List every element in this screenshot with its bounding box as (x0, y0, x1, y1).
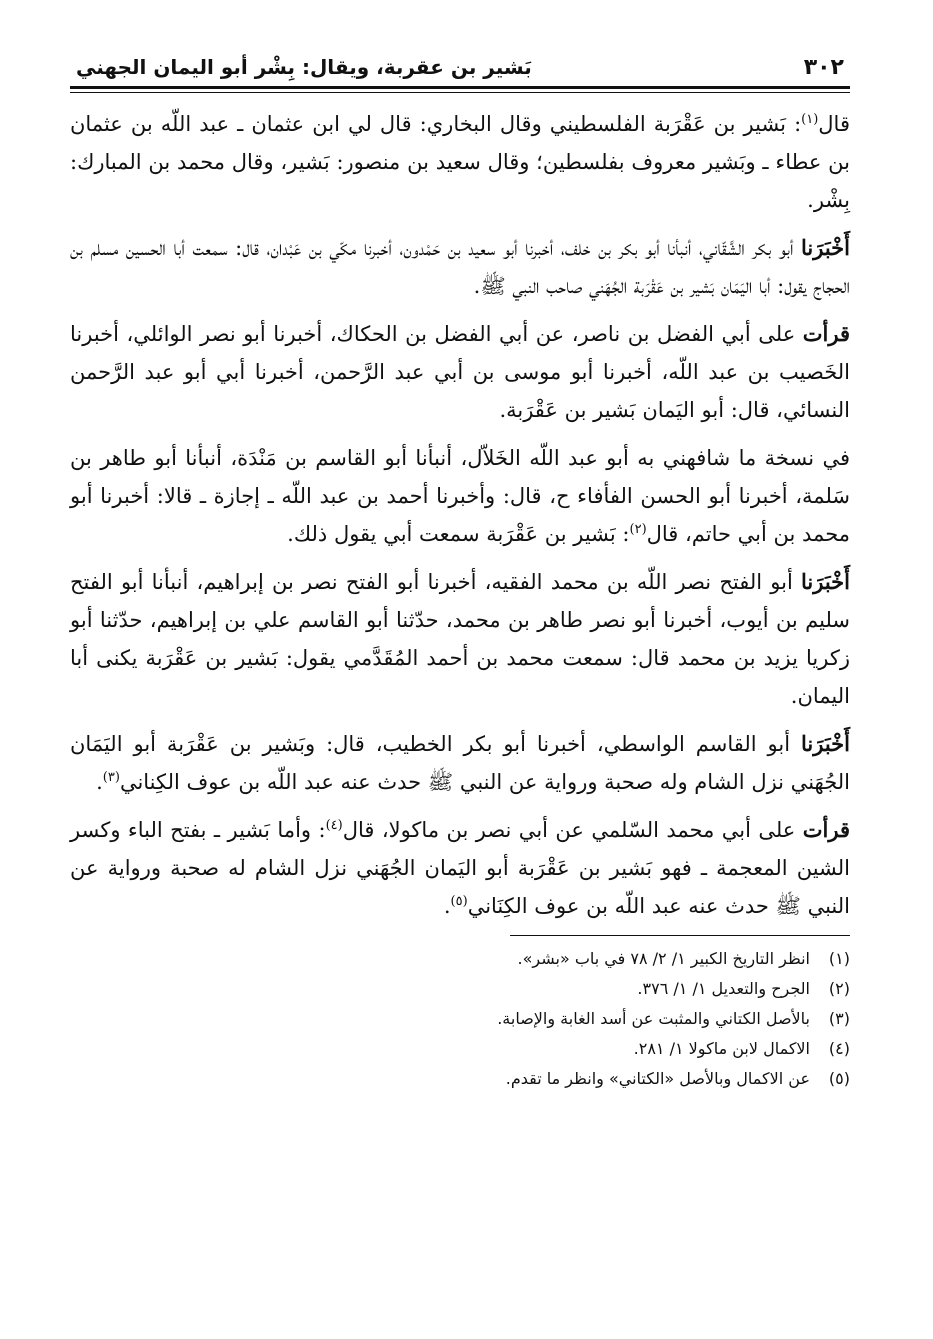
footnote-item: (٢) الجرح والتعديل ١/ ١/ ٣٧٦. (637, 979, 850, 998)
footnote-ref: (١) (801, 112, 819, 127)
footnote-rule (510, 935, 850, 936)
book-page (70, 55, 850, 1305)
footnote-ref: (٣) (102, 770, 120, 785)
page-header (70, 55, 850, 86)
footnote-ref: (٥) (450, 894, 468, 909)
footnote-item: (١) انظر التاريخ الكبير ١/ ٢/ ٧٨ في باب «بشر». (517, 949, 850, 968)
paragraph: قرأت على أبي محمد السّلمي عن أبي نصر بن ماكولا، قال$^{(٤)}$: وأما بَشير ـ بفتح الباء وكسر الشين المعجمة ـ فهو بَشير بن عَقْرَبة أبو اليَمان الجُهَني نزل الشام له صحبة ورواية عن النبي ﷺ حدث عنه عبد اللّه بن عوف الكِنَاني$^{(٥)}$. (70, 817, 850, 918)
main-text (70, 105, 850, 925)
footnotes (70, 944, 850, 1094)
paragraph: في نسخة ما شافهني به أبو عبد اللّه الخَلاّل، أنبأنا أبو القاسم بن مَنْدَة، أنبأنا أبو طاهر بن سَلمة، أخبرنا أبو الحسن الفأفاء ح، قال: وأخبرنا أحمد بن عبد اللّه ـ إجازة ـ قالا: أخبرنا أبو محمد بن أبي حاتم، قال$^{(٢)}$: بَشير بن عَقْرَبة سمعت أبي يقول ذلك. (70, 446, 850, 546)
paragraph: قال$^{(١)}$: بَشير بن عَقْرَبة الفلسطيني وقال البخاري: قال لي ابن عثمان ـ عبد اللّه بن عثمان بن عطاء ـ وبَشير معروف بفلسطين؛ وقال سعيد بن منصور: بَشير، وقال محمد بن المبارك: بِشْر. (70, 112, 850, 212)
page-number: ٣٠٢ (803, 55, 844, 80)
paragraph: أَخْبَرَنا أبو بكر الشَّقّاني، أنبأنا أبو بكر بن خلف، أخبرنا أبو سعيد بن حَمْدون، أخبرنا مكّي بن عَبْدان، قال: سمعت أبا الحسين مسلم بن الحجاج يقول: أبا اليَمَان بَشير بن عَقْرَبة الجُهَني صاحب النبي ﷺ. (70, 235, 850, 298)
footnote-item: (٥) عن الاكمال وبالأصل «الكتاني» وانظر ما تقدم. (505, 1069, 850, 1088)
header-rule-thin (70, 92, 850, 93)
footnote-item: (٣) بالأصل الكتاني والمثبت عن أسد الغابة والإصابة. (497, 1009, 850, 1028)
footnote-ref: (٢) (629, 522, 647, 537)
paragraph: أَخْبَرَنا أبو الفتح نصر اللّه بن محمد الفقيه، أخبرنا أبو الفتح نصر بن إبراهيم، أنبأنا أبو الفتح سليم بن أيوب، أخبرنا أبو نصر طاهر بن محمد، حدّثنا أبو القاسم علي بن إبراهيم، حدّثنا أبو زكريا يزيد بن محمد قال: سمعت محمد بن أحمد المُقَدَّمي يقول: بَشير بن عَقْرَبة يكنى أبا اليمان. (70, 569, 850, 708)
footnote-item: (٤) الاكمال لابن ماكولا ١/ ٢٨١. (633, 1039, 850, 1058)
footnote-ref: (٤) (325, 818, 343, 833)
paragraph: قرأت على أبي الفضل بن ناصر، عن أبي الفضل بن الحكاك، أخبرنا أبو نصر الوائلي، أخبرنا الخَصيب بن عبد اللّه، أخبرنا أبو موسى بن أبي عبد الرَّحمن، أخبرنا أبي أبو عبد الرَّحمن النسائي، قال: أبو اليَمان بَشير بن عَقْرَبة. (70, 321, 850, 422)
paragraph: أَخْبَرَنا أبو القاسم الواسطي، أخبرنا أبو بكر الخطيب، قال: وبَشير بن عَقْرَبة أبو اليَمَان الجُهَني نزل الشام وله صحبة ورواية عن النبي ﷺ حدث عنه عبد اللّه بن عوف الكِناني$^{(٣)}$. (70, 731, 850, 794)
running-title: بَشير بن عقربة، ويقال: بِشْر أبو اليمان الجهني (76, 55, 532, 79)
header-rule (70, 86, 850, 89)
